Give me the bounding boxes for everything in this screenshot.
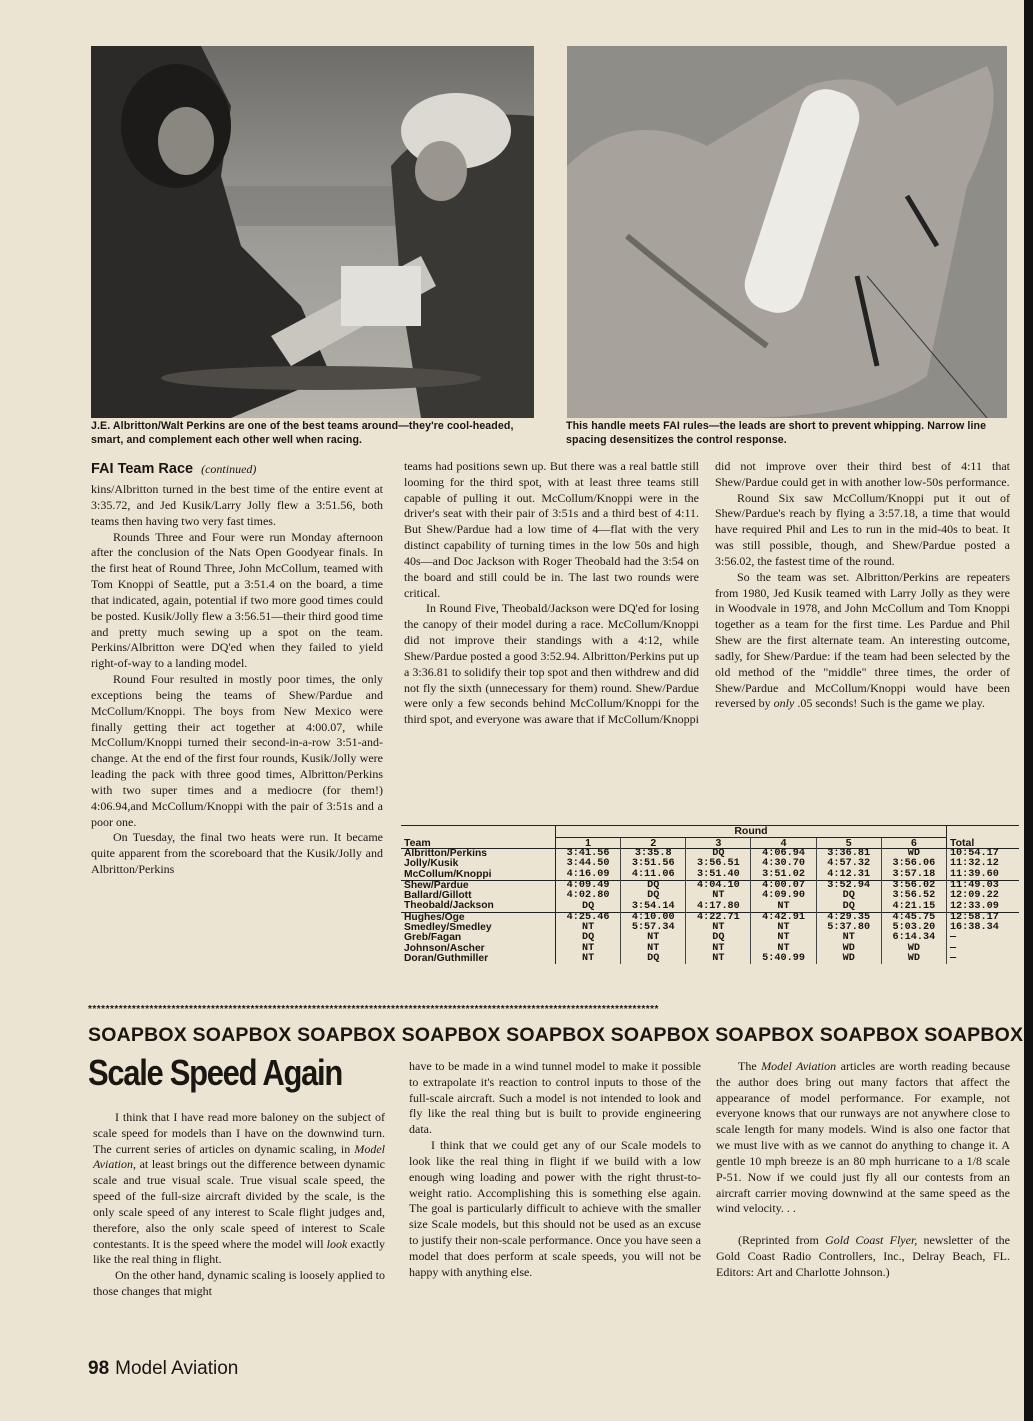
page-footer — [88, 1358, 238, 1380]
round-time: 4:10.00 — [621, 912, 686, 923]
round-time: 4:22.71 — [686, 912, 751, 923]
round-time: 3:56.02 — [881, 880, 946, 891]
total-time: 11:49.03 — [946, 880, 1019, 891]
total-time: — — [946, 944, 1019, 954]
round-time: DQ — [621, 880, 686, 891]
paragraph: Rounds Three and Four were run Monday afternoon after the conclusion of the Nats Open Goodyear finals. In the first heat of Round Three, John McCollum, teamed with Tom Knoppi of Seattle, put a 3:51.4 on the board, a time that indicated, again, potential if two more good times could be posted. Kusik/Jolly flew a 3:56.51—their third good time and pretty much sewing up a spot on the team. Perkins/Albritton were DQ'ed when they failed to yield right-of-way to a landing model. — [91, 529, 383, 671]
round-time: 3:57.18 — [881, 870, 946, 881]
round-time: NT — [556, 954, 621, 964]
paragraph: Round Four resulted in mostly poor times, the only exceptions being the teams of Shew/Pardue and McCollum/Knoppi. The boys from New Mexico were finally getting their act together at 4:00.07, while McCollum/Knoppi turned their second-in-a-row 3:51-and-change. At the end of the first four rounds, Kusik/Jolly were leading the pack with three good times, Albritton/Perkins with two super times and a mediocre (for them!) 4:06.94,and McCollum/Knoppi with the pair of 3:51s and a poor one. — [91, 672, 383, 829]
round-time: NT — [621, 933, 686, 943]
paragraph: Round Six saw McCollum/Knoppi put it out of Shew/Pardue's reach by flying a 3:57.18, a time that would have required Phil and Les to run in the mid-40s to beat. It was still possible, though, and Shew/Pardue posted a 3:56.02, the fastest time of the round. — [715, 490, 1010, 568]
page-number: 98 — [88, 1358, 110, 1379]
table-row — [401, 933, 1019, 943]
round-number: 2 — [621, 837, 686, 849]
paragraph: have to be made in a wind tunnel model to make it possible to extrapolate it's reaction to control inputs to those of the full-scale aircraft. Such a model is not intended to look and fly like the real thing but is built to provide engineering data. — [409, 1059, 701, 1137]
round-time: NT — [556, 944, 621, 954]
round-number: 5 — [816, 837, 881, 849]
team-name: Doran/Guthmiller — [401, 954, 556, 964]
divider-stars: ********************************************************************************************************************************** — [88, 1004, 659, 1015]
round-time: 3:52.94 — [816, 880, 881, 891]
team-name: Theobald/Jackson — [401, 901, 556, 912]
team-header: Team — [401, 826, 556, 849]
paragraph: So the team was set. Albritton/Perkins are repeaters from 1980, Jed Kusik teamed with Larry Jolly as they were in Woodvale in 1978, and John McCollum and Tom Knoppi together as a team for the first time. Les Pardue and Phil Shew are the first alternate team. An interesting outcome, sadly, for Shew/Pardue: if the team had been selected by the old method of the "middle" three times, the order of Shew/Pardue and McCollum/Knoppi would have been reversed by only .05 seconds! Such is the game we play. — [715, 569, 1010, 711]
soapbox-column-3 — [716, 1059, 1010, 1281]
round-time: WD — [881, 954, 946, 964]
round-time: 4:11.06 — [621, 870, 686, 881]
team-name: Johnson/Ascher — [401, 944, 556, 954]
paragraph: The Model Aviation articles are worth reading because the author does bring out many factors that affect the appearance of model performance. For example, not everyone knows that our runways are not anywhere close to scale length for many models. Wind is also one factor that we must live with as we cannot do anything to change it. A gentle 10 mph breeze is an 80 mph hurricane to a 1/8 scale P-51. Now if we could just fly all our contests from an aircraft carrier moving downwind at the same speed as the wind velocity. . . — [716, 1059, 1011, 1216]
round-time: 3:41.56 — [556, 849, 621, 860]
round-time: WD — [881, 944, 946, 954]
round-number: 3 — [686, 837, 751, 849]
round-time: 3:54.14 — [621, 901, 686, 912]
round-time: 3:56.52 — [881, 891, 946, 901]
round-time: NT — [751, 901, 816, 912]
team-name: Greb/Fagan — [401, 933, 556, 943]
total-time: 12:58.17 — [946, 912, 1019, 923]
continued-label: (continued) — [201, 462, 257, 476]
soapbox-column-1 — [93, 1110, 385, 1300]
round-time: 3:35.8 — [621, 849, 686, 860]
round-time: 3:51.56 — [621, 859, 686, 869]
round-time: NT — [686, 891, 751, 901]
soapbox-column-2 — [409, 1059, 701, 1281]
round-time: WD — [816, 954, 881, 964]
round-time: 3:56.06 — [881, 859, 946, 869]
photo-caption-left: J.E. Albritton/Walt Perkins are one of the best teams around—they're cool-headed, smart, and complement each other well when racing. — [91, 420, 514, 446]
round-time: NT — [556, 923, 621, 933]
round-time: 4:30.70 — [751, 859, 816, 869]
round-time: WD — [816, 944, 881, 954]
round-time: WD — [881, 849, 946, 860]
total-header: Total — [946, 826, 1019, 849]
round-time: 4:06.94 — [751, 849, 816, 860]
round-time: DQ — [621, 891, 686, 901]
photo-fai-handle — [567, 46, 1007, 418]
paragraph: I think that I have read more baloney on the subject of scale speed for models than I have on the downwind turn. The current series of articles on dynamic scaling, in Model Aviation, at least brings out the difference between dynamic scale and true visual scale. True visual scale speed, the speed of the full-size aircraft divided by the scale, is the only scale speed of any interest to Scale flight judges and, therefore, also the only scale speed of interest to Scale contestants. It is the speed where the model will look exactly like the real thing in flight. — [93, 1110, 385, 1267]
photo-caption-right: This handle meets FAI rules—the leads are short to prevent whipping. Narrow line spacing desensitizes the control response. — [566, 420, 987, 446]
paragraph: On the other hand, dynamic scaling is loosely applied to those changes that might — [93, 1268, 385, 1299]
round-time: 6:14.34 — [881, 933, 946, 943]
total-time: 11:39.60 — [946, 870, 1019, 881]
paragraph: (Reprinted from Gold Coast Flyer, newsletter of the Gold Coast Radio Controllers, Inc., Delray Beach, FL. Editors: Art and Charlotte Johnson.) — [716, 1233, 1010, 1279]
round-time: 4:57.32 — [816, 859, 881, 869]
table-row — [401, 954, 1019, 964]
team-name: Shew/Pardue — [401, 880, 556, 891]
round-time: NT — [751, 944, 816, 954]
paragraph: I think that we could get any of our Scale models to look like the real thing in flight if we build with a low enough wing loading and power with the right thrust-to-weight ratio. Accomplishing this is something else again. The goal is particularly difficult to achieve with the smaller size Scale models, but this should not be used as an excuse to justify their non-scale performance. Once you have seen a model that does perform at scale speeds, you will not be happy with anything else. — [409, 1138, 701, 1279]
round-time: 4:16.09 — [556, 870, 621, 881]
paragraph: did not improve over their third best of 4:11 that Shew/Pardue could get in with another low-50s performance. — [715, 459, 1010, 489]
round-time: NT — [686, 923, 751, 933]
table-row — [401, 944, 1019, 954]
round-time: NT — [621, 944, 686, 954]
round-time: 3:51.40 — [686, 870, 751, 881]
team-name: McCollum/Knoppi — [401, 870, 556, 881]
round-time: DQ — [816, 891, 881, 901]
total-time: — — [946, 954, 1019, 964]
table-row — [401, 901, 1019, 912]
round-number: 4 — [751, 837, 816, 849]
round-time: 5:37.80 — [816, 923, 881, 933]
paragraph: teams had positions sewn up. But there was a real battle still looming for the third spot, with at least three teams still capable of pulling it out. McCollum/Knoppi were in the driver's seat with their pair of 3:51s and a third best of 4:11. But Shew/Pardue had a low time of 4—flat with the very distinct capability of turning times in the low 50s and high 40s—and Doc Jackson with Roger Theobald had the 3:54 on the board and still could be in. The last two rounds were critical. — [404, 459, 699, 600]
total-time: 12:09.22 — [946, 891, 1019, 901]
round-header: Round — [556, 826, 947, 838]
round-time: 3:56.51 — [686, 859, 751, 869]
round-time: DQ — [621, 954, 686, 964]
round-time: 3:44.50 — [556, 859, 621, 869]
soapbox-banner: SOAPBOX SOAPBOX SOAPBOX SOAPBOX SOAPBOX SOAPBOX SOAPBOX SOAPBOX SOAPBOX — [88, 1024, 1024, 1046]
results-table — [401, 825, 1019, 964]
soapbox-title: Scale Speed Again — [88, 1052, 342, 1093]
total-time: — — [946, 933, 1019, 943]
round-time: 3:51.02 — [751, 870, 816, 881]
round-time: 4:25.46 — [556, 912, 621, 923]
team-name: Albritton/Perkins — [401, 849, 556, 860]
round-time: 5:03.20 — [881, 923, 946, 933]
team-name: Jolly/Kusik — [401, 859, 556, 869]
round-time: 4:12.31 — [816, 870, 881, 881]
round-time: NT — [686, 944, 751, 954]
article-column-2 — [404, 459, 699, 728]
round-time: 4:29.35 — [816, 912, 881, 923]
round-time: 4:09.90 — [751, 891, 816, 901]
round-time: DQ — [686, 933, 751, 943]
round-time: NT — [816, 933, 881, 943]
article-column-1 — [91, 460, 383, 878]
article-column-3 — [715, 459, 1010, 712]
round-number: 1 — [556, 837, 621, 849]
round-time: NT — [686, 954, 751, 964]
section-title: FAI Team Race (continued) — [91, 461, 257, 477]
round-time: 4:17.80 — [686, 901, 751, 912]
total-time: 11:32.12 — [946, 859, 1019, 869]
round-time: 3:36.81 — [816, 849, 881, 860]
paragraph: kins/Albritton turned in the best time of the entire event at 3:35.72, and Jed Kusik/Larry Jolly flew a 3:51.56, both teams then having two very fast times. — [91, 482, 383, 528]
team-name: Smedley/Smedley — [401, 923, 556, 933]
round-number: 6 — [881, 837, 946, 849]
round-time: 4:09.49 — [556, 880, 621, 891]
team-name: Ballard/Gillott — [401, 891, 556, 901]
round-time: DQ — [556, 901, 621, 912]
round-time: 5:57.34 — [621, 923, 686, 933]
round-time: 4:21.15 — [881, 901, 946, 912]
round-time: 4:45.75 — [881, 912, 946, 923]
paragraph: In Round Five, Theobald/Jackson were DQ'ed for losing the canopy of their model during a race. McCollum/Knoppi did not improve their standings with a 4:12, while Shew/Pardue posted a good 3:52.94. Albritton/Perkins put up a 3:36.81 to solidify their top spot and then withdrew and did not fly the sixth (unnecessary for them) round. Shew/Pardue were only a few seconds behind McCollum/Knoppi for the third spot, and everyone was aware that if McCollum/Knoppi — [404, 601, 699, 727]
photo-albritton-perkins — [91, 46, 534, 418]
total-time: 10:54.17 — [946, 849, 1019, 860]
total-time: 16:38.34 — [946, 923, 1019, 933]
round-time: DQ — [816, 901, 881, 912]
round-time: DQ — [686, 849, 751, 860]
round-time: DQ — [556, 933, 621, 943]
round-time: 4:42.91 — [751, 912, 816, 923]
round-time: 4:00.07 — [751, 880, 816, 891]
round-time: NT — [751, 923, 816, 933]
team-name: Hughes/Oge — [401, 912, 556, 923]
round-time: NT — [751, 933, 816, 943]
total-time: 12:33.09 — [946, 901, 1019, 912]
table-row — [401, 870, 1019, 881]
round-time: 5:40.99 — [751, 954, 816, 964]
paragraph: On Tuesday, the final two heats were run. It became quite apparent from the scoreboard that the Kusik/Jolly and Albritton/Perkins — [91, 830, 383, 876]
round-time: 4:04.10 — [686, 880, 751, 891]
magazine-name: Model Aviation — [115, 1358, 239, 1379]
round-time: 4:02.80 — [556, 891, 621, 901]
